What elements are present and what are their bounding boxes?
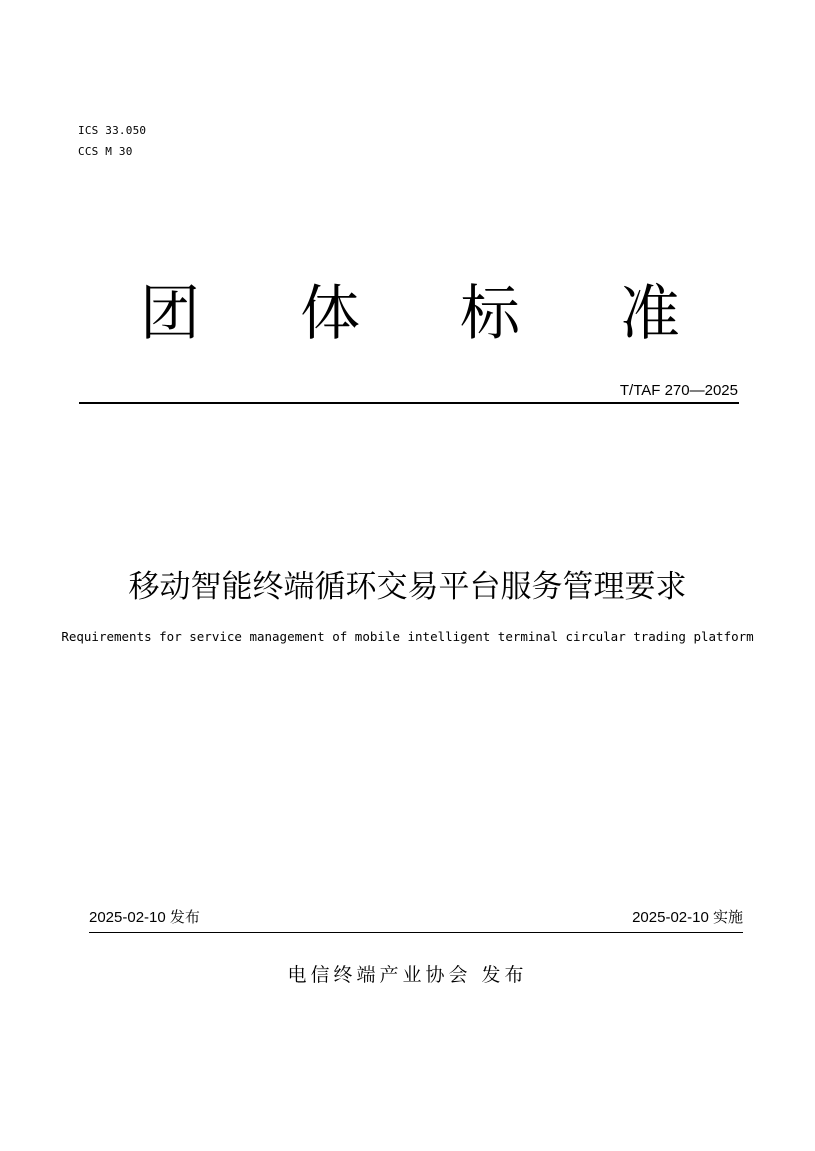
standard-type-char: 准: [620, 279, 680, 349]
ccs-code: CCS M 30: [78, 145, 133, 158]
standard-type-char: 体: [300, 279, 360, 349]
issue-date: 2025-02-10 发布: [89, 909, 200, 926]
standard-type-char: 团: [140, 279, 200, 349]
top-divider: [79, 402, 739, 404]
ics-code: ICS 33.050: [78, 124, 147, 137]
standard-number: T/TAF 270—2025: [619, 382, 738, 399]
issuing-organization: 电信终端产业协会 发布: [287, 964, 528, 986]
standard-type-heading: [140, 278, 680, 350]
document-title-english: Requirements for service management of mobile intelligent terminal circular trading platform: [61, 629, 754, 644]
bottom-divider: [89, 932, 743, 933]
implementation-date: 2025-02-10 实施: [632, 909, 743, 926]
standard-type-char: 标: [460, 279, 520, 349]
document-title-chinese: 移动智能终端循环交易平台服务管理要求: [128, 569, 687, 605]
